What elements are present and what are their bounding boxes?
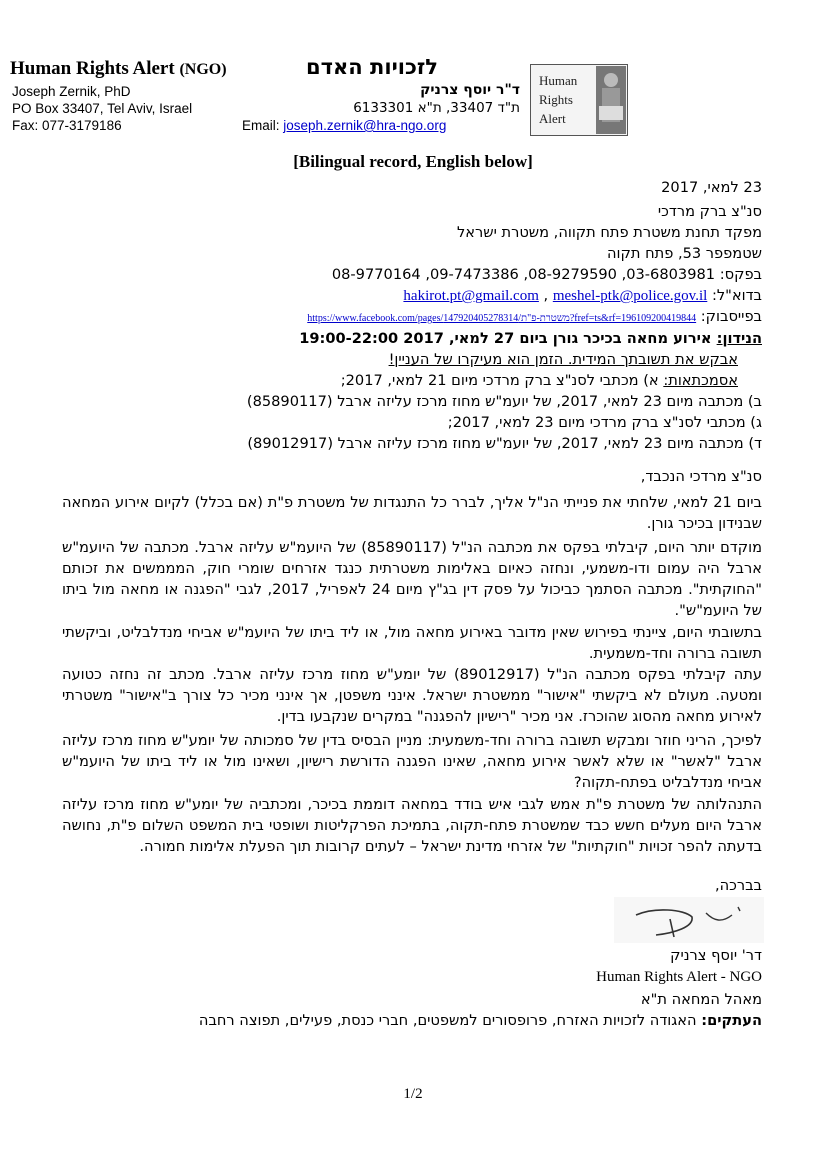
facebook-link[interactable]: https://www.facebook.com/pages/משטרת-פ"ת/147920405278314?fref=ts&rf=196109200419844	[307, 313, 697, 324]
reference-item-c: ג) מכתבי לסנ"צ ברק מרדכי מיום 23 למאי, 2017;	[447, 414, 762, 431]
email-label: Email:	[242, 118, 280, 133]
author-name-en: Joseph Zernik, PhD	[12, 84, 131, 99]
facebook-label: בפייסבוק:	[700, 308, 762, 325]
recipient-address: שטמפפר 53, פתח תקוה	[606, 245, 762, 262]
recipient-email-line	[403, 285, 762, 307]
signature-org-en: Human Rights Alert - NGO	[596, 969, 762, 985]
subject-label: הנידון:	[716, 330, 762, 347]
body-paragraph-1: ביום 21 למאי, שלחתי את פנייתי הנ"ל אליך, לברר כל התנגדות של משטרת פ"ת (אם בכלל) לקיום אירוע המחאה שבנידון בכיכר גורן.	[62, 494, 762, 532]
closing: בברכה,	[714, 877, 762, 894]
reference-item-d: ד) מכתבה מיום 23 למאי, 2017, של יועמ"ש מחוז מרכז עליזה ארבל (89012917)	[247, 435, 762, 452]
body-paragraph-6: התנהלותה של משטרת פ"ת אמש לגבי איש בודד במחאה דוממת בכיכר, ומכתביה של יומע"ש מחוז מרכז עליזה ארבל היום מעלים חשש כבד שמשטרת פתח-תקוה, בתמיכת הפרקליטות ושופטי בית המשפט השלום פ"ת, נחושה בדעתה להפר זכויות "חוקתיות" של אזרחי מדינת ישראל – לעתים קרובות תוך הפעלת אלימות חמורה.	[62, 796, 762, 855]
subject-text: אירוע מחאה בכיכר גורן ביום 27 למאי, 2017 19:00-22:00	[299, 330, 712, 347]
body-paragraph-4: עתה קיבלתי בפקס מכתבה הנ"ל (89012917) של יומע"ש מחוז מרכז עליזה ארבל. מכתב זה נחזה כטועה ומטעה. מעולם לא ביקשתי "אישור" ממשטרת ישראל. אינני משפטן, אך אינני מכיר כל צורך ב"אישור" משטרתי לאירוע מחאה מהסוג שהוכרז. אני מכיר "רישיון להפגנה" במקרים שנקבעו בדין.	[62, 666, 762, 725]
org-name-he: לזכויות האדם	[306, 55, 438, 79]
subject-line	[299, 328, 762, 349]
email-link[interactable]: joseph.zernik@hra-ngo.org	[283, 118, 447, 133]
recipient-email-link-2[interactable]: meshel-ptk@police.gov.il	[552, 288, 708, 304]
fax-en: Fax: 077-3179186	[12, 118, 122, 133]
body-paragraph-5: לפיכך, הריני חוזר ומבקש תשובה ברורה וחד-משמעית: מניין הבסיס בדין של סמכותה של יומע"ש מחוז מרכז עליזה ארבל "לאשר" או שלא לאשר אירוע מחאה, שאינו הפגנה הדורשת רישיון, ושאינו מול או ליד ביתו של היועמ"ש אביחי מנדלבליט בפתח-תקוה?	[62, 732, 762, 791]
signature-org-he: מאהל המחאה ת"א	[640, 991, 762, 1008]
email-line	[242, 118, 446, 133]
author-name-he: ד"ר יוסף צרניק	[420, 82, 520, 98]
po-box-he: ת"ד 33407, ת"א 6133301	[353, 100, 520, 116]
signature-name-he: דר' יוסף צרניק	[670, 947, 762, 964]
recipient-facebook-line	[307, 306, 762, 329]
recipient-email-label: בדוא"ל:	[711, 287, 762, 304]
logo-figure-image	[596, 66, 626, 134]
salutation: סנ"צ מרדכי הנכבד,	[640, 468, 762, 485]
recipient-name: סנ"צ ברק מרדכי	[657, 203, 762, 220]
reference-item-a: א) מכתבי לסנ"צ ברק מרדכי מיום 21 למאי, 2017;	[340, 372, 659, 389]
copies-label: העתקים:	[701, 1012, 762, 1029]
recipient-fax: בפקס: 03-6803981, 08-9279590, 09-7473386, 08-9770164	[331, 266, 762, 283]
handwritten-signature	[614, 897, 764, 943]
references-label: אסמכתאות:	[663, 372, 738, 389]
page-number: 1/2	[403, 1086, 423, 1102]
reference-item-b: ב) מכתבה מיום 23 למאי, 2017, של יועמ"ש מחוז מרכז עליזה ארבל (85890117)	[246, 393, 762, 410]
logo-line-1: Human	[539, 73, 578, 88]
logo-line-2: Rights	[539, 92, 573, 107]
org-name-en-ngo: (NGO)	[179, 61, 227, 78]
po-box-en: PO Box 33407, Tel Aviv, Israel	[12, 101, 193, 116]
bilingual-note: [Bilingual record, English below]	[293, 152, 533, 171]
recipient-email-sep: ,	[543, 287, 549, 304]
logo	[530, 64, 628, 136]
copies-text: האגודה לזכויות האזרח, פרופסורים למשפטים, חברי כנסת, פעילים, תפוצה רחבה	[198, 1012, 697, 1029]
letter-date: 23 למאי, 2017	[661, 179, 762, 196]
body-paragraph-2: מוקדם יותר היום, קיבלתי בפקס את מכתבה הנ"ל (85890117) של היועמ"ש עליזה ארבל. מכתבה של היועמ"ש ארבל היה עמום ודו-משמעי, ונחזה כאיום באלימות משטרתית כנגד אזרחים שומרי חוק, המממשים את זכותם "החוקתית". מכתבה הסתמך כביכול על פסק דין בג"ץ מיום 24 לאפריל, 2017, לגבי "הפגנה או מחאה מול ביתו של היועמ"ש".	[62, 539, 762, 619]
copies-line	[199, 1010, 762, 1031]
recipient-email-link-1[interactable]: hakirot.pt@gmail.com	[403, 288, 539, 304]
body-paragraph-3: בתשובתי היום, ציינתי בפירוש שאין מדובר באירוע מחאה מול, או ליד ביתו של היועמ"ש אביחי מנדלבליט, וביקשתי תשובה ברורה וחד-משמעית.	[62, 624, 762, 662]
logo-text	[539, 71, 577, 128]
subject-request: אבקש את תשובתך המידית. הזמן הוא מעיקרו של העניין!	[388, 351, 738, 368]
org-name-en	[10, 58, 227, 80]
recipient-title: מפקד תחנת משטרת פתח תקווה, משטרת ישראל	[456, 224, 762, 241]
references-first	[341, 370, 738, 391]
logo-line-3: Alert	[539, 111, 566, 126]
org-name-en-main: Human Rights Alert	[10, 58, 175, 79]
